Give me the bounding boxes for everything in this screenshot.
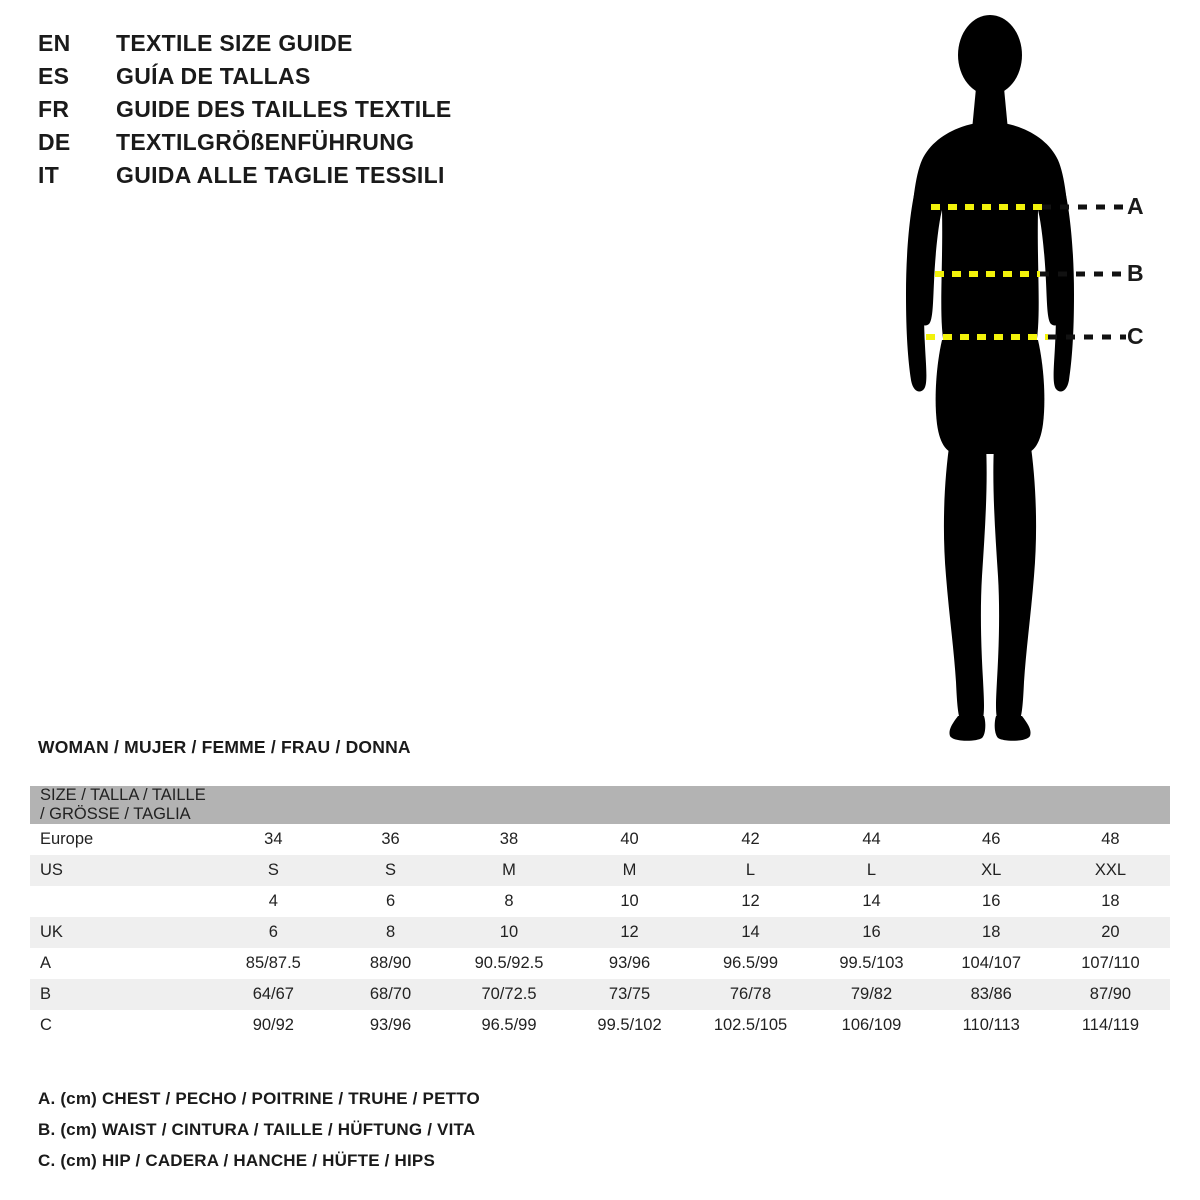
cell: 93/96 [569,948,689,979]
cell: 34 [214,824,332,855]
table-header-spacer [333,786,449,824]
cell: 40 [569,824,689,855]
cell: 88/90 [333,948,449,979]
cell: 68/70 [333,979,449,1010]
language-code-es: ES [38,63,70,89]
cell: 38 [449,824,570,855]
cell: 36 [333,824,449,855]
row-label-us-numeric [30,886,214,917]
cell: 42 [690,824,812,855]
cell: 99.5/103 [811,948,931,979]
cell: 64/67 [214,979,332,1010]
cell: M [449,855,570,886]
row-label-us: US [30,855,214,886]
table-header-spacer [449,786,570,824]
cell: 8 [333,917,449,948]
cell: 90/92 [214,1010,332,1041]
table-header-spacer [214,786,332,824]
callout-letter-c: C [1127,323,1144,349]
language-code-de: DE [38,129,71,155]
cell: L [690,855,812,886]
footnote-hip: C. (cm) HIP / CADERA / HANCHE / HÜFTE / HIPS [38,1151,436,1170]
title-row [38,30,598,63]
cell: 79/82 [811,979,931,1010]
row-label-uk: UK [30,917,214,948]
cell: M [569,855,689,886]
row-label-europe: Europe [30,824,214,855]
cell: 73/75 [569,979,689,1010]
title-text-it: GUIDA ALLE TAGLIE TESSILI [116,162,445,188]
title-row [38,162,598,195]
row-label-c: C [30,1010,214,1041]
cell: 18 [1051,886,1170,917]
cell: 96.5/99 [449,1010,570,1041]
cell: 18 [932,917,1051,948]
table-row [30,948,1170,979]
title-text-fr: GUIDE DES TAILLES TEXTILE [116,96,452,122]
table-row [30,917,1170,948]
cell: 6 [333,886,449,917]
table-row [30,1010,1170,1041]
female-body-figure [830,10,1190,750]
cell: 10 [569,886,689,917]
body-silhouette [906,15,1074,741]
table-header-spacer [932,786,1051,824]
table-header-spacer [1051,786,1170,824]
cell: 85/87.5 [214,948,332,979]
table-row [30,855,1170,886]
table-header-spacer [690,786,812,824]
cell: 93/96 [333,1010,449,1041]
title-row [38,96,598,129]
cell: 44 [811,824,931,855]
callout-letter-a: A [1127,193,1144,219]
cell: XL [932,855,1051,886]
table-header-row [30,786,1170,824]
cell: 16 [932,886,1051,917]
cell: 104/107 [932,948,1051,979]
cell: 90.5/92.5 [449,948,570,979]
cell: S [333,855,449,886]
cell: 107/110 [1051,948,1170,979]
cell: 20 [1051,917,1170,948]
cell: 96.5/99 [690,948,812,979]
row-label-b: B [30,979,214,1010]
cell: 10 [449,917,570,948]
table-row [30,979,1170,1010]
cell: 46 [932,824,1051,855]
cell: 102.5/105 [690,1010,812,1041]
cell: 8 [449,886,570,917]
table-header-label: SIZE / TALLA / TAILLE / GRÖSSE / TAGLIA [30,786,214,824]
cell: XXL [1051,855,1170,886]
cell: 106/109 [811,1010,931,1041]
language-code-en: EN [38,30,71,56]
title-text-en: TEXTILE SIZE GUIDE [116,30,353,56]
section-label-woman: WOMAN / MUJER / FEMME / FRAU / DONNA [38,737,411,757]
cell: 12 [690,886,812,917]
cell: 99.5/102 [569,1010,689,1041]
title-text-es: GUÍA DE TALLAS [116,63,311,89]
cell: L [811,855,931,886]
cell: 6 [214,917,332,948]
cell: 76/78 [690,979,812,1010]
cell: 48 [1051,824,1170,855]
row-label-a: A [30,948,214,979]
cell: 4 [214,886,332,917]
table-header-spacer [569,786,689,824]
footnote-waist: B. (cm) WAIST / CINTURA / TAILLE / HÜFTUNG / VITA [38,1120,476,1139]
cell: 16 [811,917,931,948]
cell: 110/113 [932,1010,1051,1041]
cell: 114/119 [1051,1010,1170,1041]
cell: 83/86 [932,979,1051,1010]
title-row [38,129,598,162]
title-text-de: TEXTILGRÖßENFÜHRUNG [116,129,415,155]
table-row [30,886,1170,917]
language-code-it: IT [38,162,60,188]
table-header-spacer [811,786,931,824]
size-table [30,786,1170,1041]
table-row [30,824,1170,855]
cell: 14 [811,886,931,917]
title-block [38,30,598,195]
cell: 14 [690,917,812,948]
cell: 12 [569,917,689,948]
language-code-fr: FR [38,96,70,122]
cell: 87/90 [1051,979,1170,1010]
title-row [38,63,598,96]
cell: S [214,855,332,886]
footnotes [38,1090,738,1183]
callout-letter-b: B [1127,260,1144,286]
footnote-chest: A. (cm) CHEST / PECHO / POITRINE / TRUHE / PETTO [38,1089,480,1108]
cell: 70/72.5 [449,979,570,1010]
